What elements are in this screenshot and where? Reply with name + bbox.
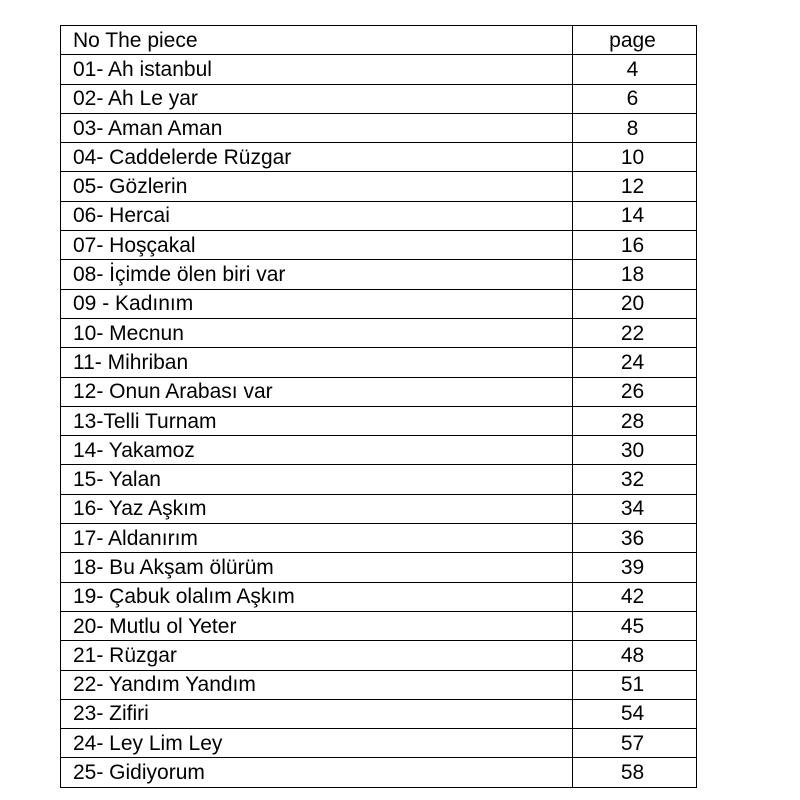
table-row: [61, 758, 697, 787]
table-row: [61, 113, 697, 142]
piece-title-cell: 13-Telli Turnam: [61, 406, 573, 435]
table-row: [61, 436, 697, 465]
page-number-cell: 26: [573, 377, 697, 406]
piece-title-cell: 23- Zifiri: [61, 699, 573, 728]
table-row: [61, 172, 697, 201]
column-header-piece: No The piece: [61, 26, 573, 55]
table-row: [61, 611, 697, 640]
page-number-cell: 14: [573, 201, 697, 230]
column-header-page: page: [573, 26, 697, 55]
page-number-cell: 6: [573, 84, 697, 113]
page-number-cell: 10: [573, 143, 697, 172]
piece-title-cell: 07- Hoşçakal: [61, 231, 573, 260]
table-row: [61, 231, 697, 260]
page-number-cell: 20: [573, 289, 697, 318]
table-row: [61, 553, 697, 582]
page-number-cell: 51: [573, 670, 697, 699]
table-row: [61, 524, 697, 553]
piece-title-cell: 12- Onun Arabası var: [61, 377, 573, 406]
table-row: [61, 670, 697, 699]
table-row: [61, 377, 697, 406]
page-number-cell: 42: [573, 582, 697, 611]
table-header-row: [61, 26, 697, 55]
page-number-cell: 24: [573, 348, 697, 377]
table-row: [61, 318, 697, 347]
piece-title-cell: 04- Caddelerde Rüzgar: [61, 143, 573, 172]
piece-title-cell: 08- İçimde ölen biri var: [61, 260, 573, 289]
piece-title-cell: 01- Ah istanbul: [61, 55, 573, 84]
piece-title-cell: 25- Gidiyorum: [61, 758, 573, 787]
piece-title-cell: 03- Aman Aman: [61, 113, 573, 142]
page-number-cell: 36: [573, 524, 697, 553]
piece-title-cell: 06- Hercai: [61, 201, 573, 230]
piece-title-cell: 02- Ah Le yar: [61, 84, 573, 113]
page-number-cell: 18: [573, 260, 697, 289]
table-row: [61, 406, 697, 435]
table-row: [61, 641, 697, 670]
piece-title-cell: 24- Ley Lim Ley: [61, 729, 573, 758]
page-number-cell: 22: [573, 318, 697, 347]
page-number-cell: 28: [573, 406, 697, 435]
table-row: [61, 348, 697, 377]
piece-title-cell: 15- Yalan: [61, 465, 573, 494]
table-body: [61, 55, 697, 787]
page-number-cell: 39: [573, 553, 697, 582]
piece-title-cell: 10- Mecnun: [61, 318, 573, 347]
page-number-cell: 48: [573, 641, 697, 670]
table-row: [61, 143, 697, 172]
page-number-cell: 12: [573, 172, 697, 201]
piece-title-cell: 18- Bu Akşam ölürüm: [61, 553, 573, 582]
page-number-cell: 8: [573, 113, 697, 142]
page-number-cell: 54: [573, 699, 697, 728]
table-row: [61, 260, 697, 289]
table-row: [61, 582, 697, 611]
table-row: [61, 465, 697, 494]
page-number-cell: 58: [573, 758, 697, 787]
piece-title-cell: 11- Mihriban: [61, 348, 573, 377]
piece-title-cell: 16- Yaz Aşkım: [61, 494, 573, 523]
table-row: [61, 494, 697, 523]
page-number-cell: 45: [573, 611, 697, 640]
table-row: [61, 55, 697, 84]
table-row: [61, 289, 697, 318]
page-number-cell: 34: [573, 494, 697, 523]
table-row: [61, 201, 697, 230]
piece-title-cell: 22- Yandım Yandım: [61, 670, 573, 699]
piece-title-cell: 17- Aldanırım: [61, 524, 573, 553]
piece-title-cell: 05- Gözlerin: [61, 172, 573, 201]
table-row: [61, 729, 697, 758]
piece-title-cell: 20- Mutlu ol Yeter: [61, 611, 573, 640]
table-row: [61, 699, 697, 728]
page-number-cell: 16: [573, 231, 697, 260]
page-number-cell: 57: [573, 729, 697, 758]
piece-title-cell: 21- Rüzgar: [61, 641, 573, 670]
piece-title-cell: 09 - Kadınım: [61, 289, 573, 318]
page-number-cell: 30: [573, 436, 697, 465]
table-row: [61, 84, 697, 113]
piece-title-cell: 14- Yakamoz: [61, 436, 573, 465]
piece-title-cell: 19- Çabuk olalım Aşkım: [61, 582, 573, 611]
page-number-cell: 4: [573, 55, 697, 84]
page-number-cell: 32: [573, 465, 697, 494]
table-of-contents: [60, 25, 697, 788]
